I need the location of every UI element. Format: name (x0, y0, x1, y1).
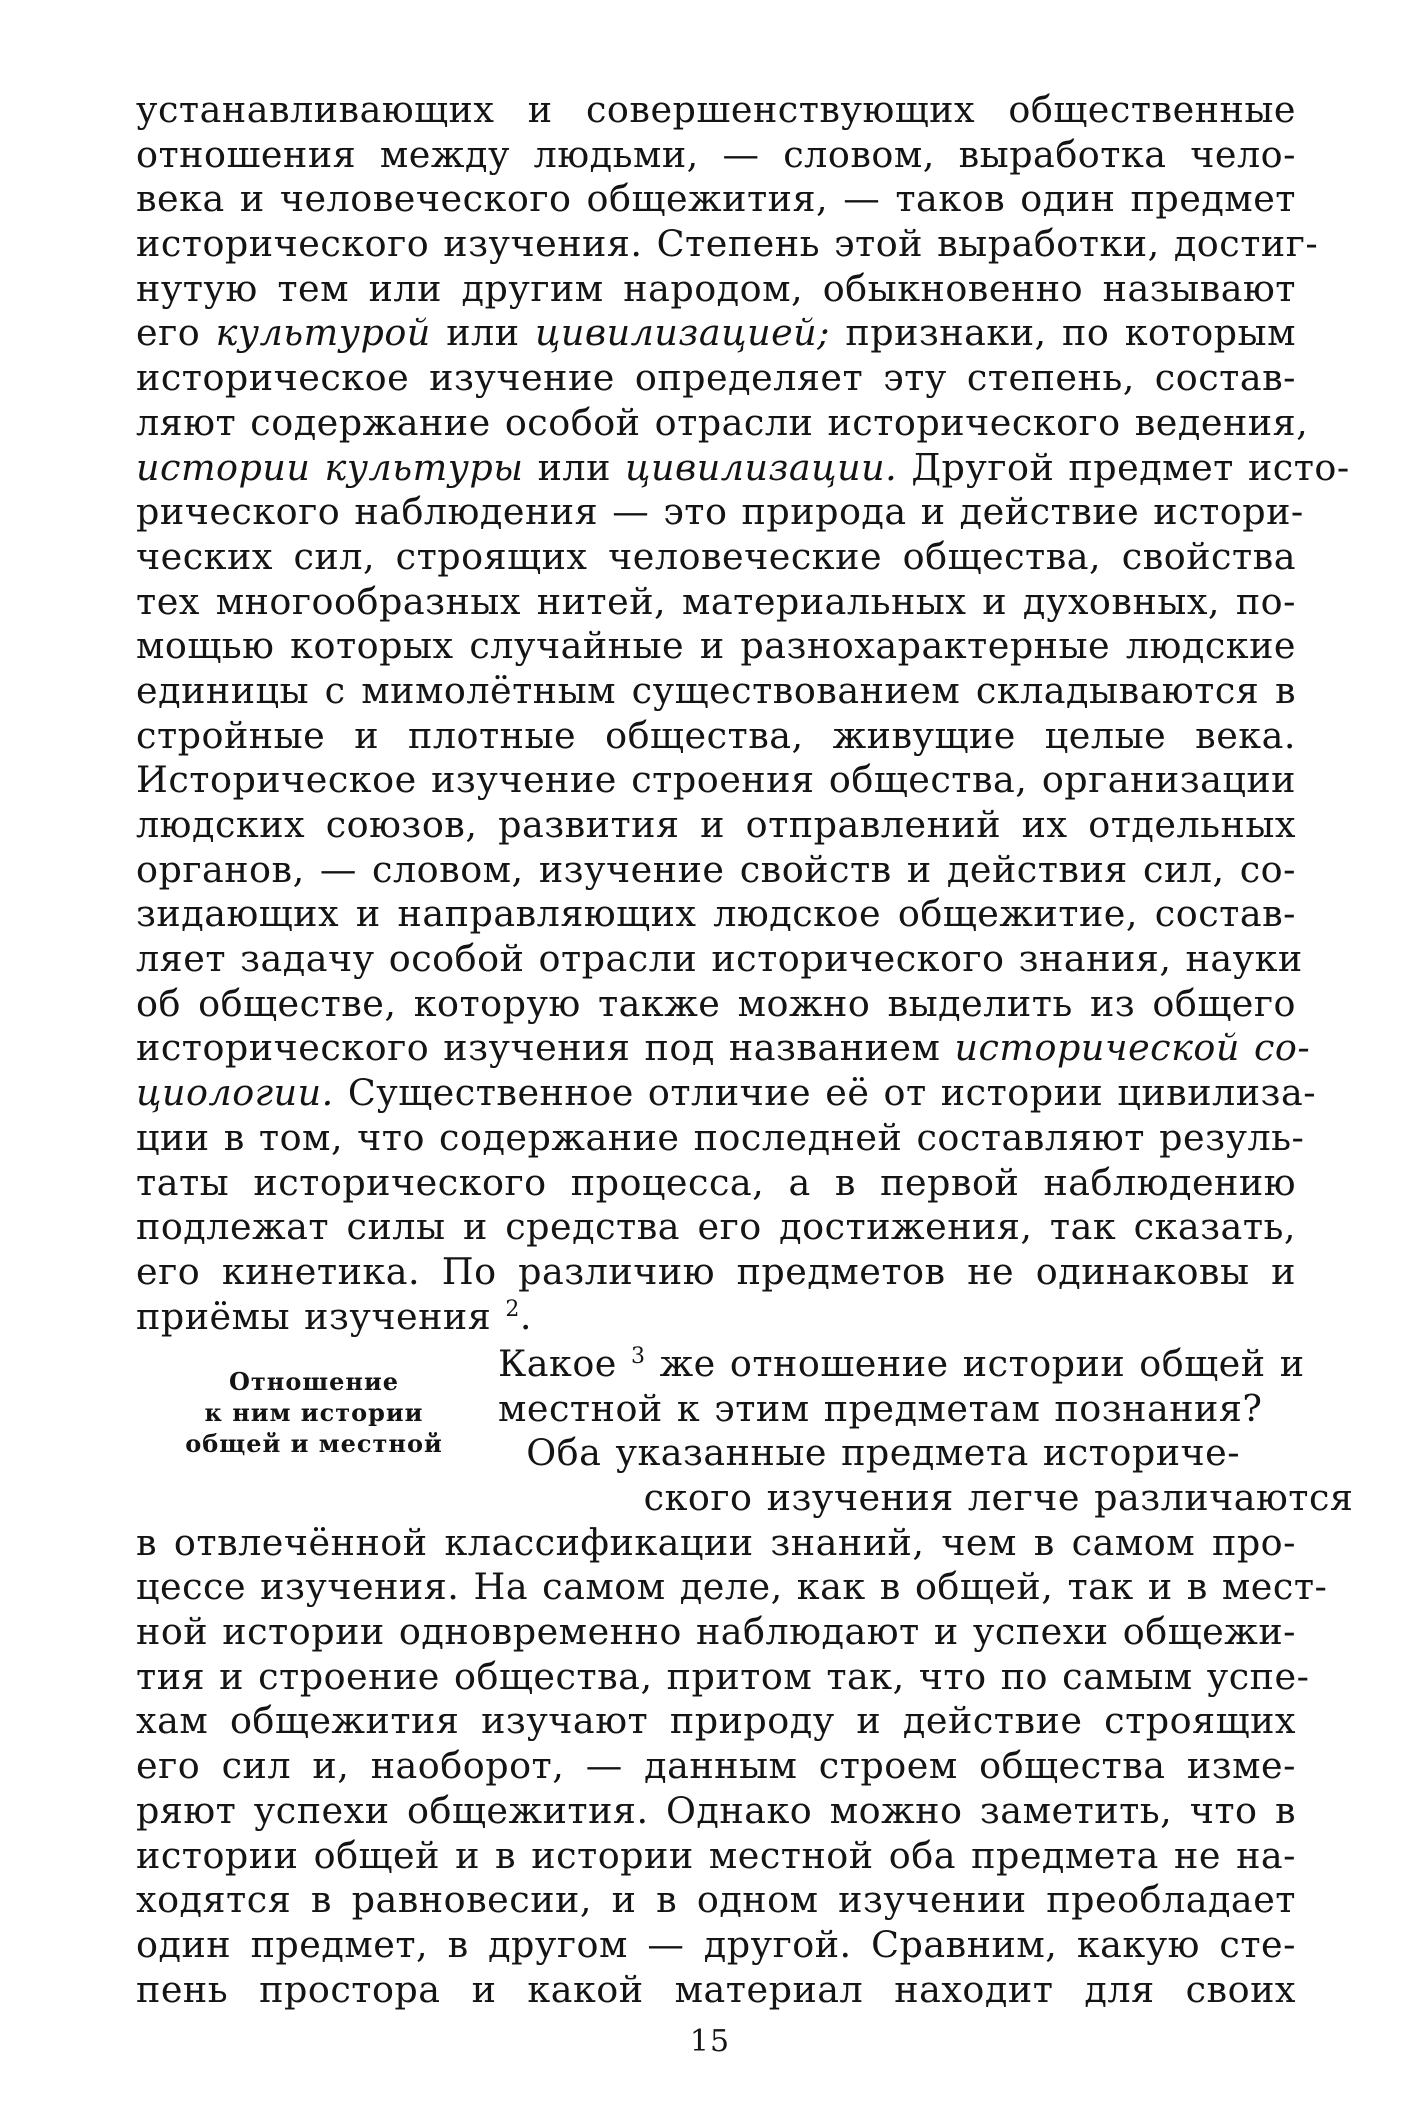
text-line (136, 669, 1296, 714)
text-run: людских союзов, развития и отправлений их отдельных (136, 803, 1296, 846)
text-line (136, 624, 1296, 669)
text-run: ходятся в равновесии, и в одном изучении преобладает (136, 1878, 1296, 1922)
italic-term: культурой (215, 311, 431, 355)
text-line (498, 1342, 1305, 1387)
marginal-heading-line: Отношение (228, 1367, 400, 1396)
text-line (136, 1923, 1296, 1968)
text-run: органов, — словом, изучение свойств и действия сил, со- (136, 847, 1296, 891)
text-run: подлежат силы и средства его достижения, так сказать, (136, 1205, 1296, 1249)
text-line (136, 311, 1296, 356)
text-run: единицы с мимолётным существованием складываются в (136, 668, 1296, 712)
text-line (498, 1387, 1296, 1432)
text-line (136, 714, 1296, 759)
text-run: Историческое изучение строения общества, организации (136, 758, 1296, 802)
italic-term: цивилизацией; (534, 311, 830, 355)
text-run: таты исторического процесса, а в первой наблюдению (136, 1160, 1296, 1204)
text-run: его кинетика. По различию предметов не одинаковы и (136, 1249, 1296, 1293)
marginal-heading (164, 1366, 464, 1459)
text-line (136, 803, 1296, 848)
text-line (136, 1878, 1296, 1923)
text-line (136, 1565, 1328, 1610)
text-line (136, 1654, 1310, 1700)
text-run: ной истории одновременно наблюдают и успехи общежи- (136, 1610, 1296, 1654)
text-line (136, 1968, 1296, 2013)
text-run: ческих сил, строящих человеческие общества, свойства (136, 534, 1296, 578)
text-run: об обществе, которую также можно выделить из общего (136, 981, 1296, 1025)
text-run: истории общей и в истории местной оба предмета не на- (136, 1833, 1296, 1877)
text-line (136, 758, 1296, 803)
text-line (136, 1026, 1311, 1071)
text-block-beside-heading (498, 1342, 1305, 1476)
text-run: тех многообразных нитей, материальных и духовных, по- (136, 579, 1296, 623)
text-run: исторического изучения. Степень этой выработки, достиг- (136, 222, 1319, 266)
text-line (136, 1789, 1296, 1834)
text-run: ляет задачу особой отрасли исторического знания, науки (136, 937, 1303, 981)
text-line (136, 356, 1296, 401)
text-run: хам общежития изучают природу и действие строящих (136, 1699, 1296, 1743)
text-block-bottom (136, 1476, 1354, 2012)
marginal-heading-line: к ним истории (204, 1398, 424, 1427)
text-run: тия и строение общества, притом так, что по самым успе- (136, 1654, 1310, 1698)
text-run: Другой предмет исто- (897, 445, 1350, 489)
text-line (136, 1295, 1296, 1340)
text-run: нутую тем или другим народом, обыкновенно называют (136, 266, 1296, 310)
text-line (136, 848, 1296, 893)
text-run: ции в том, что содержание последней составляют резуль- (136, 1115, 1305, 1159)
text-run: или (523, 445, 626, 489)
italic-term: истории культуры (136, 445, 524, 489)
text-line (136, 1521, 1296, 1566)
text-line (136, 88, 1296, 133)
text-run: один предмет, в другом — другой. Сравним, какую сте- (136, 1922, 1296, 1966)
italic-term: циологии. (136, 1071, 334, 1115)
text-run: Оба указанные предмета историче- (498, 1431, 1241, 1475)
text-run: Существенное отличие её от истории цивилиза- (333, 1071, 1317, 1115)
text-run: рического наблюдения — это природа и действие истори- (136, 490, 1304, 534)
text-run: века и человеческого общежития, — таков один предмет (136, 177, 1296, 221)
text-run: исторического изучения под названием (136, 1026, 955, 1070)
footnote-marker[interactable]: 2 (505, 1296, 520, 1322)
text-line (136, 490, 1304, 535)
text-line (136, 267, 1296, 312)
text-line (136, 222, 1319, 267)
text-line (136, 535, 1296, 580)
text-line (136, 1744, 1296, 1789)
italic-term: исторической со- (954, 1026, 1311, 1070)
text-line (136, 400, 1309, 446)
text-run: историческое изучение определяет эту степень, состав- (136, 356, 1296, 400)
text-line (136, 580, 1296, 625)
text-run: ряют успехи общежития. Однако можно заметить, что в (136, 1788, 1296, 1832)
text-run: в отвлечённой классификации знаний, чем в самом про- (136, 1520, 1296, 1564)
text-run: зидающих и направляющих людское общежитие, состав- (136, 892, 1296, 936)
text-run: ляют содержание особой отрасли исторического ведения, (136, 400, 1309, 444)
text-run: устанавливающих и совершенствующих общественные (136, 88, 1296, 131)
text-line (136, 1834, 1296, 1879)
text-run: пень простора и какой материал находит для своих (136, 1967, 1296, 2011)
text-line (136, 1699, 1296, 1744)
text-line (136, 1115, 1305, 1161)
text-run: отношения между людьми, — словом, выработка чело- (136, 132, 1296, 176)
text-run: . (519, 1294, 532, 1338)
text-run: ского изучения легче различаются (136, 1476, 1354, 1519)
text-run: или (430, 311, 535, 355)
text-line (136, 1610, 1296, 1655)
text-run: признаки, по которым (829, 311, 1296, 355)
text-line (136, 937, 1303, 982)
text-line (136, 892, 1296, 937)
italic-term: цивилизации. (625, 445, 898, 489)
text-line (136, 1071, 1317, 1116)
text-run: Какое (498, 1342, 631, 1385)
page-number: 15 (689, 2024, 731, 2059)
text-line (136, 1205, 1296, 1250)
text-run: местной к этим предметам познания? (498, 1386, 1263, 1430)
sidenote-section (136, 1342, 1305, 1476)
text-line (136, 982, 1296, 1027)
text-run: мощью которых случайные и разнохарактерные людские (136, 624, 1296, 668)
text-run: цессе изучения. На самом деле, как в общей, так и в мест- (136, 1565, 1328, 1609)
footnote-marker[interactable]: 3 (631, 1343, 646, 1369)
text-run: его (136, 311, 216, 355)
text-line (136, 1476, 1354, 1521)
text-line (136, 1161, 1296, 1206)
text-line (136, 133, 1296, 178)
text-line (136, 445, 1350, 491)
text-line (136, 1250, 1296, 1295)
text-block-top (136, 88, 1350, 1339)
text-run: его сил и, наоборот, — данным строем общества изме- (136, 1744, 1296, 1788)
text-run: приёмы изучения (136, 1294, 506, 1338)
text-line (498, 1431, 1296, 1476)
marginal-heading-line: общей и местной (185, 1429, 443, 1458)
text-run: стройные и плотные общества, живущие целые века. (136, 713, 1296, 757)
text-line (136, 177, 1296, 222)
text-run: же отношение истории общей и (645, 1342, 1305, 1385)
